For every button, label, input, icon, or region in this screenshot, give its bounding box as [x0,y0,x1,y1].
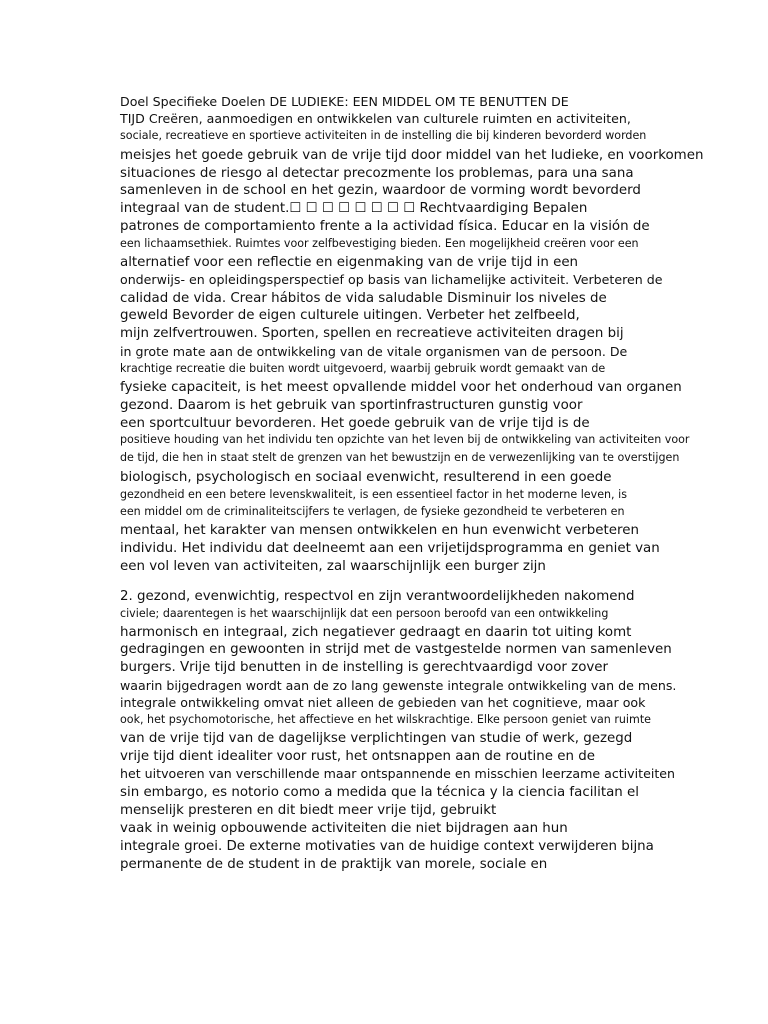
text-line: Doel Specifieke Doelen DE LUDIEKE: EEN MIDDEL OM TE BENUTTEN DE [120,94,569,109]
text-line: vaak in weinig opbouwende activiteiten die niet bijdragen aan hun [120,821,568,836]
text-line: vrije tijd dient idealiter voor rust, het ontsnappen aan de routine en de [120,749,595,764]
text-line: onderwijs- en opleidingsperspectief op basis van lichamelijke activiteit. Verbeteren de [120,272,663,287]
text-line: een middel om de criminaliteitscijfers te verlagen, de fysieke gezondheid te verbeteren en [120,505,625,518]
text-line: calidad de vida. Crear hábitos de vida saludable Disminuir los niveles de [120,291,607,306]
text-line: mentaal, het karakter van mensen ontwikkelen en hun evenwicht verbeteren [120,523,639,538]
text-line: sociale, recreatieve en sportieve activiteiten in de instelling die bij kinderen bevorderd worden [120,129,647,142]
text-line: in grote mate aan de ontwikkeling van de vitale organismen van de persoon. De [120,344,628,359]
text-line: alternatief voor een reflectie en eigenmaking van de vrije tijd in een [120,255,579,270]
text-line: van de vrije tijd van de dagelijkse verplichtingen van studie of werk, gezegd [120,731,633,746]
text-line: mijn zelfvertrouwen. Sporten, spellen en recreatieve activiteiten dragen bij [120,326,624,341]
text-line: burgers. Vrije tijd benutten in de instelling is gerechtvaardigd voor zover [120,660,609,675]
text-line: situaciones de riesgo al detectar precozmente los problemas, para una sana [120,166,634,181]
text-line: geweld Bevorder de eigen culturele uitingen. Verbeter het zelfbeeld, [120,308,580,323]
text-line: permanente de de student in de praktijk van morele, sociale en [120,857,548,872]
text-line: biologisch, psychologisch en sociaal evenwicht, resulterend in een goede [120,470,612,485]
text-line: fysieke capaciteit, is het meest opvallende middel voor het onderhoud van organen [120,380,682,395]
text-line: integrale ontwikkeling omvat niet alleen de gebieden van het cognitieve, maar ook [120,695,646,710]
text-line: patrones de comportamiento frente a la actividad física. Educar en la visión de [120,219,650,234]
text-line: sin embargo, es notorio como a medida que la técnica y la ciencia facilitan el [120,785,640,800]
text-line: krachtige recreatie die buiten wordt uitgevoerd, waarbij gebruik wordt gemaakt van de [120,362,606,375]
text-line: individu. Het individu dat deelneemt aan een vrijetijdsprogramma en geniet van [120,541,660,556]
text-line: een vol leven van activiteiten, zal waarschijnlijk een burger zijn [120,559,546,574]
text-line: een sportcultuur bevorderen. Het goede gebruik van de vrije tijd is de [120,416,590,431]
text-line: harmonisch en integraal, zich negatiever gedraagt en daarin tot uiting komt [120,625,632,640]
text-line: het uitvoeren van verschillende maar ontspannende en misschien leerzame activiteiten [120,766,675,781]
text-line: meisjes het goede gebruik van de vrije tijd door middel van het ludieke, en voorkomen [120,148,704,163]
text-line: ook, het psychomotorische, het affectieve en het wilskrachtige. Elke persoon geniet van ruimte [120,713,651,726]
text-line: gedragingen en gewoonten in strijd met de vastgestelde normen van samenleven [120,642,672,657]
text-line: integraal van de student.☐ ☐ ☐ ☐ ☐ ☐ ☐ ☐ Rechtvaardiging Bepalen [120,201,588,216]
text-line: de tijd, die hen in staat stelt de grenzen van het bewustzijn en de verwezenlijking van te overstijgen [120,451,680,464]
text-line: samenleven in de school en het gezin, waardoor de vorming wordt bevorderd [120,183,641,198]
text-line: waarin bijgedragen wordt aan de zo lang gewenste integrale ontwikkeling van de mens. [120,678,677,693]
text-line: integrale groei. De externe motivaties van de huidige context verwijderen bijna [120,839,654,854]
text-line: 2. gezond, evenwichtig, respectvol en zijn verantwoordelijkheden nakomend [120,589,635,604]
text-line: positieve houding van het individu ten opzichte van het leven bij de ontwikkeling van activiteiten voor [120,433,690,446]
text-line: TIJD Creëren, aanmoedigen en ontwikkelen van culturele ruimten en activiteiten, [120,111,631,126]
text-line: menselijk presteren en dit biedt meer vrije tijd, gebruikt [120,803,497,818]
text-line: een lichaamsethiek. Ruimtes voor zelfbevestiging bieden. Een mogelijkheid creëren voor een [120,237,639,250]
text-line: civiele; daarentegen is het waarschijnlijk dat een persoon beroofd van een ontwikkeling [120,607,609,620]
text-line: gezondheid en een betere levenskwaliteit, is een essentieel factor in het moderne leven, is [120,488,627,501]
text-line: gezond. Daarom is het gebruik van sportinfrastructuren gunstig voor [120,398,583,413]
